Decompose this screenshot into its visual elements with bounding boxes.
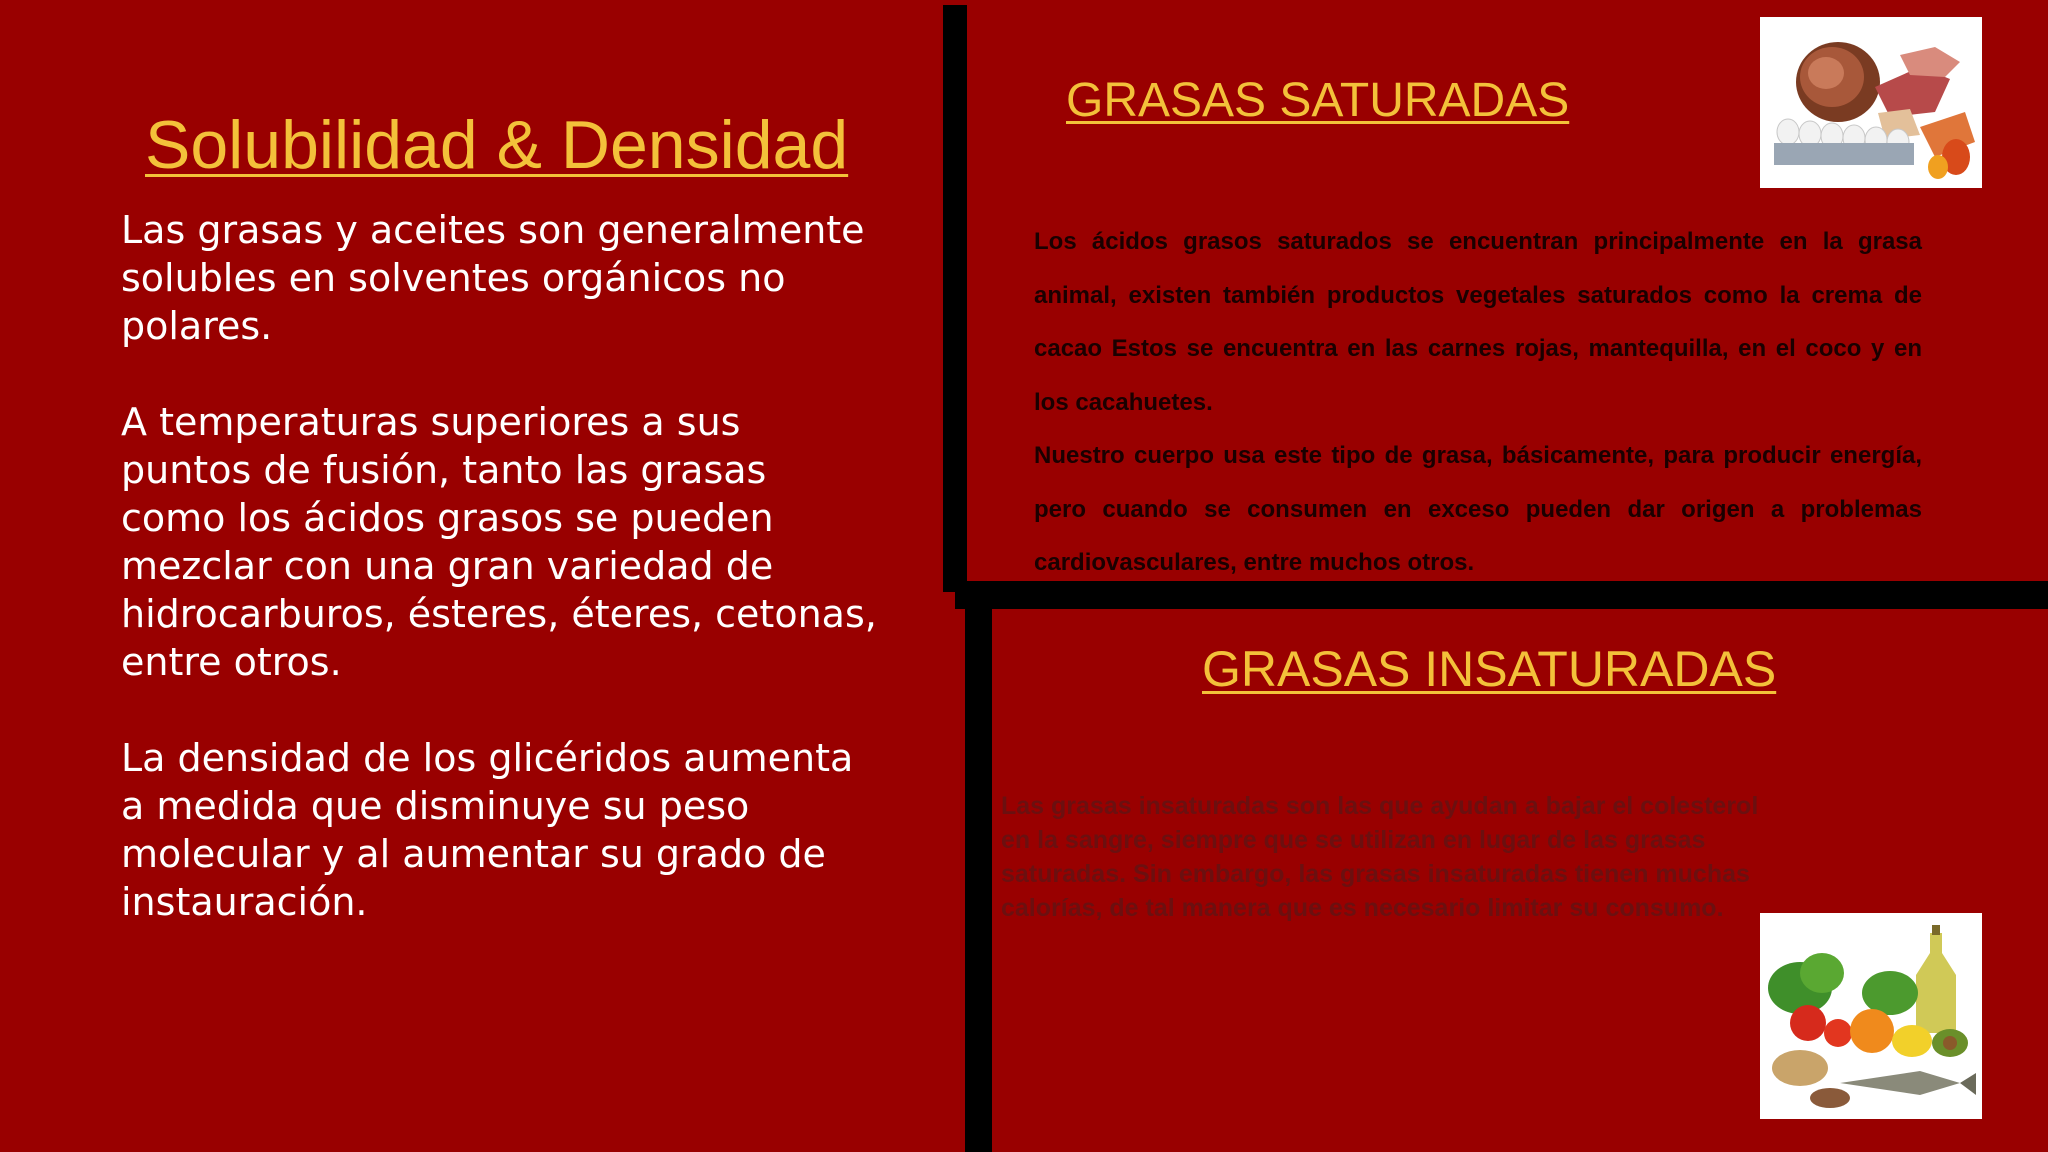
- meat-eggs-image: [1760, 17, 1982, 188]
- solubilidad-paragraph-2: A temperaturas superiores a sus puntos de fusión, tanto las grasas como los ácidos grasos se pueden mezclar con una gran variedad de hidrocarburos, ésteres, éteres, cetonas, entre otros.: [121, 400, 877, 684]
- vertical-divider-lower: [965, 585, 992, 1152]
- grasas-insaturadas-text: Las grasas insaturadas son las que ayudan a bajar el colesterol en la sangre, siempre que se utilizan en lugar de las grasas saturadas. Sin embargo, las grasas insaturadas tienen muchas calorías, de tal manera que es necesario limitar su consumo.: [1001, 792, 1759, 922]
- solubilidad-title: Solubilidad & Densidad: [145, 107, 849, 183]
- vertical-divider: [943, 5, 967, 592]
- saturadas-paragraph-1: Los ácidos grasos saturados se encuentran principalmente en la grasa animal, existen también productos vegetales saturados como la crema de cacao Estos se encuentra en las carnes rojas, mantequilla, en el coco y en los cacahuetes.: [1034, 228, 1922, 416]
- vegetables-fish-image: [1760, 913, 1982, 1119]
- solubilidad-text: [121, 206, 881, 974]
- solubilidad-paragraph-3: La densidad de los glicéridos aumenta a medida que disminuye su peso molecular y al aumentar su grado de instauración.: [121, 736, 854, 924]
- solubilidad-paragraph-1: Las grasas y aceites son generalmente solubles en solventes orgánicos no polares.: [121, 208, 865, 348]
- grasas-saturadas-title: GRASAS SATURADAS: [1066, 74, 1570, 127]
- meat-eggs-illustration: [1760, 17, 1982, 188]
- grasas-insaturadas-title: GRASAS INSATURADAS: [1202, 641, 1777, 697]
- grasas-saturadas-text: [1034, 215, 1922, 590]
- vegetables-fish-illustration: [1760, 913, 1982, 1119]
- saturadas-paragraph-2: Nuestro cuerpo usa este tipo de grasa, básicamente, para producir energía, pero cuando se consumen en exceso pueden dar origen a problemas cardiovasculares, entre muchos otros.: [1034, 442, 1922, 576]
